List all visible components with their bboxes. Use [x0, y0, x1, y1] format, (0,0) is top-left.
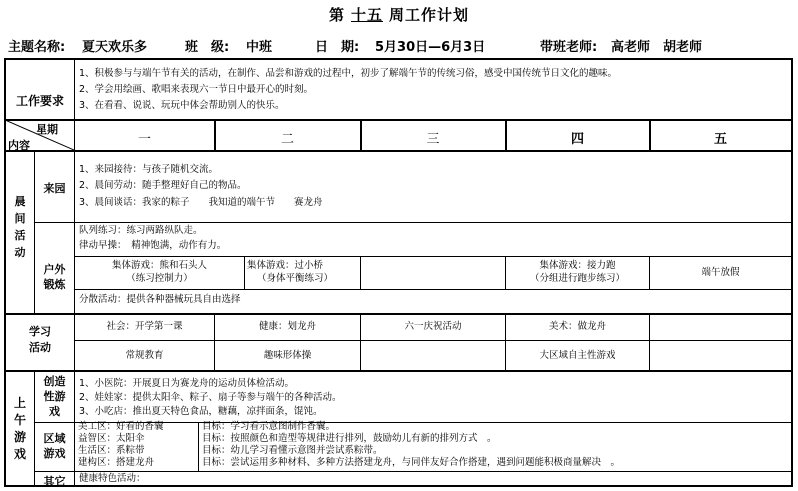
class-value: 中班 — [246, 40, 273, 55]
morning-activities-label: 晨间活动 — [14, 195, 26, 259]
title-prefix: 第 — [328, 6, 345, 24]
theme-value: 夏天欢乐多 — [82, 40, 148, 55]
area-goal: 目标：幼儿学习看懂示意图并尝试系粽带。 — [202, 445, 383, 456]
creative-item: 2、娃娃家：提供太阳伞、粽子、扇子等参与端午的各种活动。 — [79, 392, 342, 403]
grid-line — [649, 313, 650, 370]
forenoon-games-label: 上午游戏 — [13, 396, 26, 461]
date-value: 5月30日—6月3日 — [375, 40, 486, 55]
arrival-item: 3、晨间谈话：我家的粽子 我知道的端午节 赛龙舟 — [79, 197, 323, 208]
creative-item: 3、小吃店：推出夏天特色食品，糖藕，凉拌面条，馄饨。 — [79, 406, 323, 417]
outdoor-exercise-label: 户外锻炼 — [43, 263, 66, 291]
theme-label: 主题名称: — [8, 40, 66, 55]
title-suffix: 周工作计划 — [389, 6, 470, 24]
learning-cell: 常规教育 — [125, 350, 164, 361]
day-thursday: 四 — [570, 132, 584, 147]
game-cell-tuesday: 集体游戏：过小桥 （身体平衡练习） — [247, 260, 334, 284]
grid-line — [198, 422, 199, 471]
learning-cell: 社会：开学第一课 — [106, 321, 183, 332]
area-goal: 目标：学习看示意图制作香囊。 — [202, 421, 336, 432]
grid-line — [360, 256, 361, 289]
teacher-label: 带班老师: — [540, 40, 598, 55]
grid-line — [5, 313, 792, 315]
creative-item: 1、小医院：开展夏日为赛龙舟的运动员体检活动。 — [79, 378, 295, 389]
work-requirement-item: 2、学会用绘画、歌唱来表现六一节日中最开心的时刻。 — [79, 84, 314, 95]
game-cell-friday: 端午放假 — [701, 267, 740, 278]
learning-cell: 健康：划龙舟 — [258, 321, 316, 332]
teacher-value: 高老师 胡老师 — [611, 40, 703, 55]
day-monday: 一 — [137, 132, 151, 147]
arrival-item: 2、晨间劳动：随手整理好自己的物品。 — [79, 180, 247, 191]
title-week-number: 十五 — [350, 6, 383, 24]
day-tuesday: 二 — [280, 132, 294, 147]
game-cell-monday: 集体游戏：熊和石头人 （练习控制力） — [111, 260, 207, 284]
work-requirement-item: 1、积极参与与端午节有关的活动，在制作、品尝和游戏的过程中，初步了解端午节的传统习俗，感受中国传统节日文化的趣味。 — [79, 68, 618, 79]
content-label: 内容 — [8, 139, 30, 152]
arrival-label: 来园 — [43, 182, 66, 195]
grid-line — [5, 119, 792, 121]
learning-cell: 大区域自主性游戏 — [539, 350, 616, 361]
outdoor-top-line: 律动早操： 精神饱满，动作有力。 — [79, 240, 227, 251]
other-text: 健康特色活动： — [79, 473, 146, 484]
area-row: 建构区：搭建龙舟 — [78, 457, 155, 468]
grid-line — [74, 256, 792, 257]
learning-cell: 美术：做龙舟 — [548, 321, 606, 332]
other-label: 其它 — [43, 475, 66, 488]
grid-line — [5, 150, 792, 152]
grid-line — [34, 471, 792, 472]
day-wednesday: 三 — [426, 132, 440, 147]
area-row: 益智区：太阳伞 — [78, 433, 145, 444]
learning-cell: 趣味形体操 — [263, 350, 312, 361]
grid-line — [74, 340, 792, 341]
learning-cell: 六一庆祝活动 — [404, 321, 462, 332]
learning-activities-label: 学习活动 — [29, 325, 51, 354]
creative-games-label: 创造性游戏 — [43, 375, 66, 418]
grid-line — [74, 289, 792, 290]
date-label: 日 期: — [315, 40, 360, 55]
area-games-label: 区域游戏 — [43, 432, 66, 460]
area-goal: 目标：按照颜色和造型等规律进行排列，鼓励幼儿有新的排列方式 。 — [202, 433, 497, 444]
arrival-item: 1、来园接待：与孩子随机交流。 — [79, 164, 219, 175]
work-requirement-item: 3、在看看、说说、玩玩中体会帮助别人的快乐。 — [79, 100, 285, 111]
class-label: 班 级: — [185, 40, 230, 55]
grid-line — [34, 222, 792, 223]
game-cell-thursday: 集体游戏：接力跑 （分组进行跑步练习） — [529, 260, 625, 284]
page-title — [0, 4, 798, 25]
outdoor-free-activity: 分散活动：提供各种器械玩具自由选择 — [79, 294, 241, 305]
area-goal: 目标：尝试运用多种材料、多种方法搭建龙舟，与同伴友好合作搭建，遇到问题能积极商量解决 。 — [202, 457, 621, 468]
work-requirements-label: 工作要求 — [15, 94, 64, 108]
week-label: 星期 — [36, 123, 58, 136]
day-friday: 五 — [713, 132, 727, 147]
outdoor-top-line: 队列练习：练习两路纵队走。 — [79, 225, 203, 236]
grid-line — [5, 370, 792, 372]
area-row: 美工区：好看的香囊 — [78, 421, 164, 432]
area-row: 生活区：系粽带 — [78, 445, 145, 456]
